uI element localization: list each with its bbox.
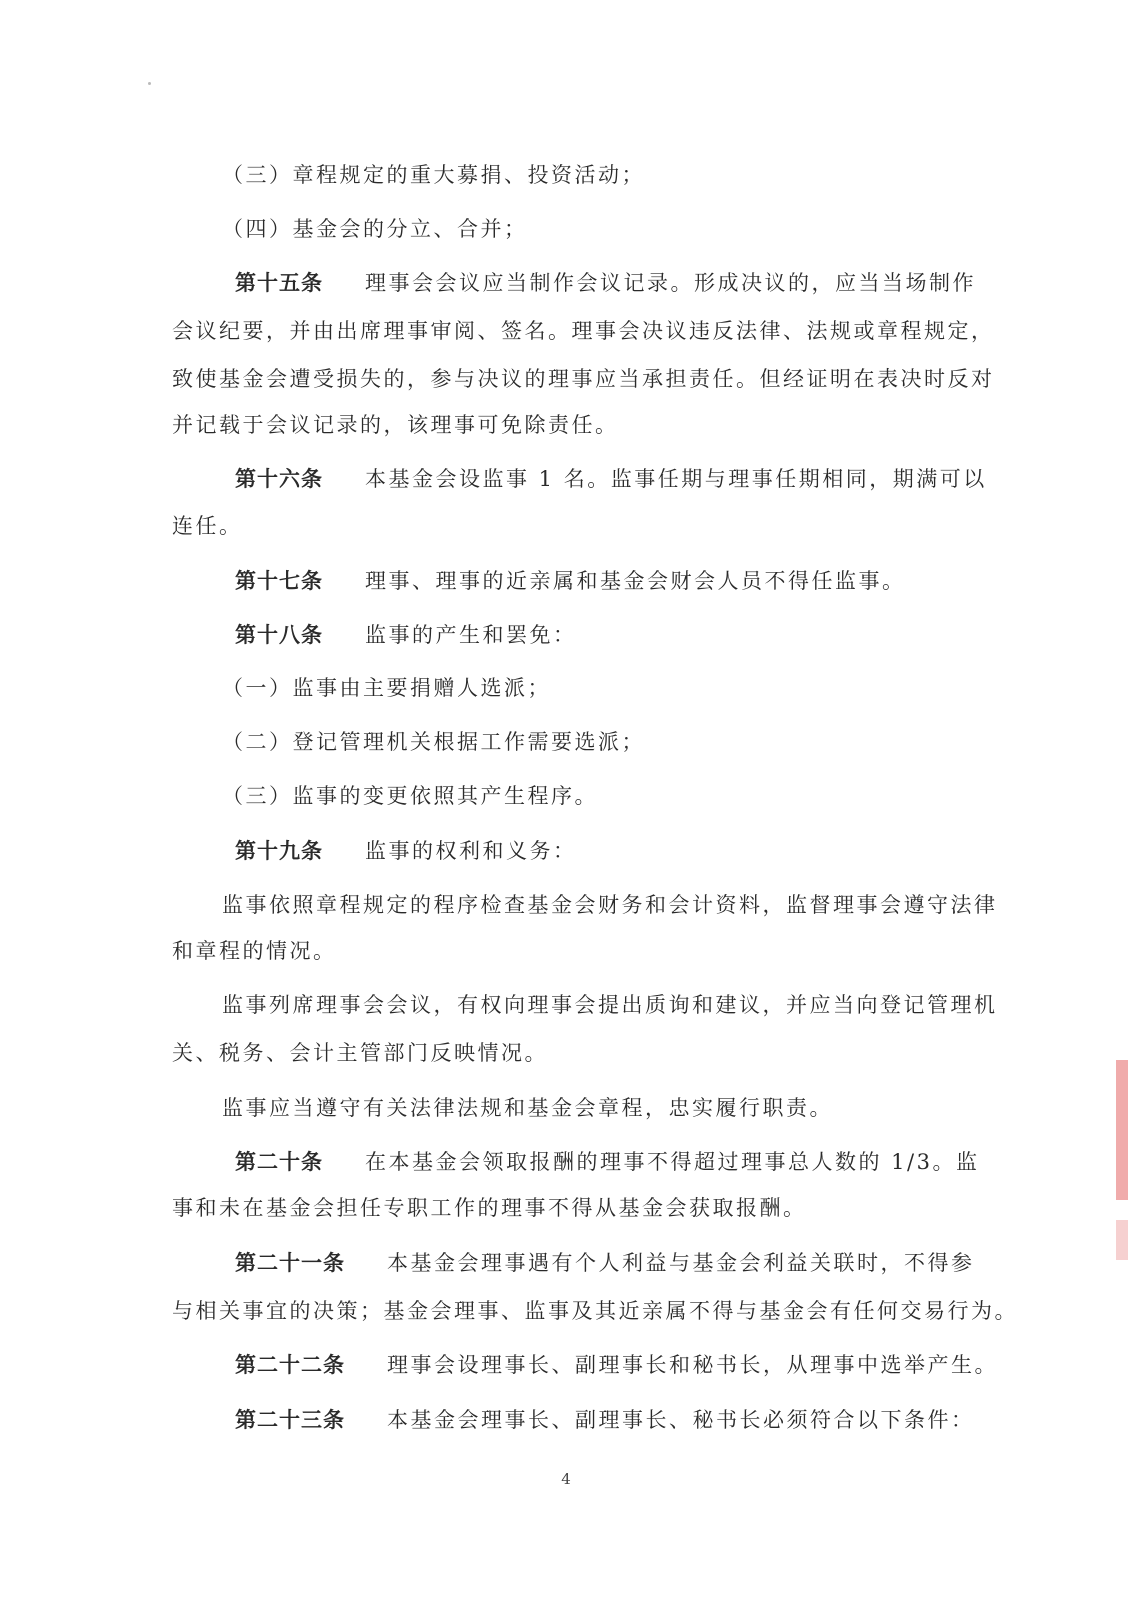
page-number: 4 xyxy=(561,1470,571,1488)
line-text: 监事的权利和义务： xyxy=(365,839,577,863)
article-heading: 第十九条 xyxy=(235,839,323,863)
line-text: 理事、理事的近亲属和基金会财会人员不得任监事。 xyxy=(365,569,906,593)
article-heading: 第二十条 xyxy=(235,1150,323,1174)
line-text: 会议纪要，并由出席理事审阅、签名。理事会决议违反法律、法规或章程规定， xyxy=(172,319,995,343)
line-text: 监事的产生和罢免： xyxy=(365,623,577,647)
line-text: 本基金会理事长、副理事长、秘书长必须符合以下条件： xyxy=(387,1408,975,1432)
article-heading: 第二十二条 xyxy=(235,1353,345,1377)
article-heading: 第十八条 xyxy=(235,623,323,647)
line-text: （一）监事由主要捐赠人选派； xyxy=(222,676,551,700)
article-heading: 第十五条 xyxy=(235,271,323,295)
line-text: 监事应当遵守有关法律法规和基金会章程，忠实履行职责。 xyxy=(222,1096,833,1120)
line-text: （二）登记管理机关根据工作需要选派； xyxy=(222,730,645,754)
line-text: 监事依照章程规定的程序检查基金会财务和会计资料，监督理事会遵守法律 xyxy=(222,893,998,917)
red-seal-edge xyxy=(1116,1220,1128,1260)
line-text: 事和未在基金会担任专职工作的理事不得从基金会获取报酬。 xyxy=(172,1196,807,1220)
line-text: 在本基金会领取报酬的理事不得超过理事总人数的 1/3。监 xyxy=(365,1150,980,1174)
article-heading: 第十七条 xyxy=(235,569,323,593)
line-text: （三）监事的变更依照其产生程序。 xyxy=(222,784,598,808)
line-text: 与相关事宜的决策；基金会理事、监事及其近亲属不得与基金会有任何交易行为。 xyxy=(172,1299,1018,1323)
article-heading: 第二十三条 xyxy=(235,1408,345,1432)
article-heading: 第十六条 xyxy=(235,467,323,491)
line-text: 并记载于会议记录的，该理事可免除责任。 xyxy=(172,413,619,437)
line-text: 致使基金会遭受损失的，参与决议的理事应当承担责任。但经证明在表决时反对 xyxy=(172,367,995,391)
line-text: （四）基金会的分立、合并； xyxy=(222,217,528,241)
line-text: 监事列席理事会会议，有权向理事会提出质询和建议，并应当向登记管理机 xyxy=(222,993,998,1017)
line-text: 理事会会议应当制作会议记录。形成决议的，应当当场制作 xyxy=(365,271,976,295)
line-text: 和章程的情况。 xyxy=(172,939,337,963)
article-heading: 第二十一条 xyxy=(235,1251,345,1275)
line-text: 理事会设理事长、副理事长和秘书长，从理事中选举产生。 xyxy=(387,1353,998,1377)
line-text: （三）章程规定的重大募捐、投资活动； xyxy=(222,163,645,187)
line-text: 关、税务、会计主管部门反映情况。 xyxy=(172,1041,548,1065)
line-text: 本基金会设监事 1 名。监事任期与理事任期相同，期满可以 xyxy=(365,467,987,491)
line-text: 本基金会理事遇有个人利益与基金会利益关联时，不得参 xyxy=(387,1251,975,1275)
scan-speck xyxy=(148,82,151,85)
line-text: 连任。 xyxy=(172,514,243,538)
red-seal-edge xyxy=(1116,1060,1128,1200)
